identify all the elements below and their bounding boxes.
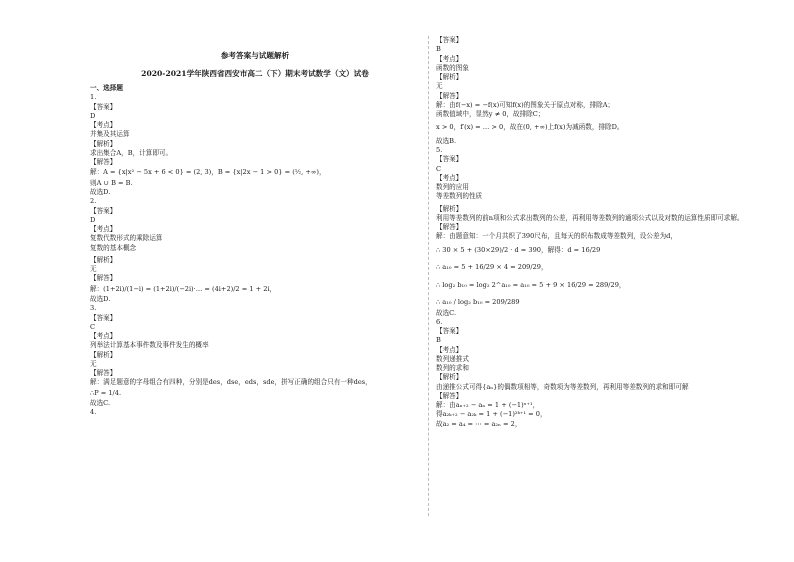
answer-label: 【答案】 <box>436 155 463 164</box>
column-divider <box>428 36 429 516</box>
section-heading: 一、选择题 <box>90 84 123 92</box>
analysis-text: 无 <box>436 82 443 91</box>
analysis-label: 【解析】 <box>436 373 463 382</box>
topic-label: 【考点】 <box>436 54 463 63</box>
right-column <box>436 36 766 429</box>
answer-label: 【答案】 <box>90 313 117 322</box>
answer-value: C <box>90 322 96 331</box>
analysis-label: 【解析】 <box>436 204 463 213</box>
conclusion-text: 故选C. <box>436 308 457 317</box>
topic-text: 列举法计算基本事件数及事件发生的概率 <box>90 341 209 350</box>
topic-text: 复数的基本概念 <box>90 243 137 252</box>
solution-formula: 解：A = {x|x² − 5x + 6 < 0} = (2, 3)，B = {x|2x − 1 > 0} = (½, +∞)， <box>90 168 326 177</box>
solution-label: 【解答】 <box>90 158 117 166</box>
solution-formula: ∴ log₂ b₁₀ = log₂ 2^a₁₀ = a₁₀ = 5 + 9 × 16/29 = 289/29， <box>436 280 626 289</box>
document-subtitle: 2020-2021学年陕西省西安市高二（下）期末考试数学（文）试卷 <box>141 69 369 78</box>
analysis-label: 【解析】 <box>90 139 117 148</box>
answer-value: C <box>436 164 442 173</box>
solution-label: 【解答】 <box>90 369 117 377</box>
answer-label: 【答案】 <box>90 102 117 111</box>
conclusion-text: 故选C. <box>90 399 111 407</box>
topic-text: 函数的图象 <box>436 63 469 72</box>
topic-text: 数列的求和 <box>436 364 469 372</box>
topic-label: 【考点】 <box>90 121 117 129</box>
answer-value: B <box>436 45 441 54</box>
answer-value: D <box>90 111 96 120</box>
solution-label: 【解答】 <box>90 274 117 283</box>
analysis-text: 无 <box>90 359 97 368</box>
solution-line: 解：由f(−x) = −f(x)可知f(x)的图象关于原点对称，排除A； <box>436 100 615 109</box>
question-number: 6. <box>436 317 443 326</box>
left-column <box>90 36 420 418</box>
topic-text: 复数代数形式的乘除运算 <box>90 234 163 243</box>
topic-label: 【考点】 <box>90 225 117 233</box>
solution-formula: ∴P = 1/4. <box>90 388 122 397</box>
analysis-text: 求出集合A，B，计算即可。 <box>90 148 173 157</box>
conclusion-text: 故选D. <box>90 295 111 303</box>
question-number: 1. <box>90 93 97 102</box>
solution-line: 则A ∪ B = B. <box>90 178 133 187</box>
topic-text: 并集及其运算 <box>90 130 130 139</box>
document-title: 参考答案与试题解析 <box>220 51 290 60</box>
solution-formula: ∴ a₁₀ / log₂ b₁₀ = 209/289 <box>436 298 520 306</box>
analysis-label: 【解析】 <box>90 255 117 264</box>
solution-line: 解：由aₙ₊₂ − aₙ = 1 + (−1)ⁿ⁺¹， <box>436 401 540 409</box>
analysis-label: 【解析】 <box>90 350 117 359</box>
solution-text: 解：满足题意的字母组合有四种，分别是des，dse，eds，sde，拼写正确的组合只有一种des， <box>90 378 372 387</box>
solution-formula: x > 0，f′(x) = … > 0，故在(0, +∞)上f(x)为减函数，排除D。 <box>436 123 624 132</box>
topic-text: 数列递推式 <box>436 354 469 363</box>
question-number: 2. <box>90 197 97 206</box>
analysis-text: 利用等差数列的前n项和公式求出数列的公差，再利用等差数列的通项公式以及对数的运算性质即可求解。 <box>436 213 744 222</box>
solution-label: 【解答】 <box>436 223 463 231</box>
solution-line: 函数值域中，显然y ≠ 0，故排除C； <box>436 110 545 118</box>
topic-text: 数列的应用 <box>436 183 469 191</box>
answer-value: D <box>90 215 96 224</box>
topic-label: 【考点】 <box>436 173 463 182</box>
solution-label: 【解答】 <box>436 391 463 400</box>
solution-formula: ∴ 30 × 5 + (30×29)/2 · d = 390，解得：d = 16/29 <box>436 245 601 254</box>
solution-formula: 解：(1+2i)/(1−i) = (1+2i)/(−2i)·… = (4i+2)/2 = 1 + 2i， <box>90 284 277 293</box>
conclusion-text: 故选B. <box>436 136 457 145</box>
analysis-label: 【解析】 <box>436 73 463 81</box>
answer-value: B <box>436 336 441 345</box>
conclusion-text: 故选D. <box>90 188 111 196</box>
question-number: 5. <box>436 146 443 154</box>
analysis-text: 无 <box>90 265 97 273</box>
answer-label: 【答案】 <box>436 327 463 335</box>
question-number: 4. <box>90 408 97 417</box>
topic-text: 等差数列的性质 <box>436 192 483 201</box>
solution-label: 【解答】 <box>436 91 463 100</box>
analysis-text: 由递推公式可得{aₙ}的偶数项相等，奇数项为等差数列，再利用等差数列的求和即可解 <box>436 382 689 391</box>
solution-line: 故a₂ = a₄ = ⋯ = a₂ₙ = 2， <box>436 419 522 428</box>
answer-label: 【答案】 <box>436 36 463 44</box>
question-number: 3. <box>90 304 97 313</box>
topic-label: 【考点】 <box>90 332 117 340</box>
solution-line: 得a₂ₖ₊₂ − a₂ₖ = 1 + (−1)²ᵏ⁺¹ = 0， <box>436 410 547 419</box>
answer-label: 【答案】 <box>90 206 117 215</box>
solution-line: 解：由题意知：一个月共织了390尺布，且每天的织布数成等差数列，设公差为d， <box>436 232 677 241</box>
topic-label: 【考点】 <box>436 345 463 354</box>
solution-formula: ∴ a₁₀ = 5 + 16/29 × 4 = 209/29， <box>436 263 548 271</box>
